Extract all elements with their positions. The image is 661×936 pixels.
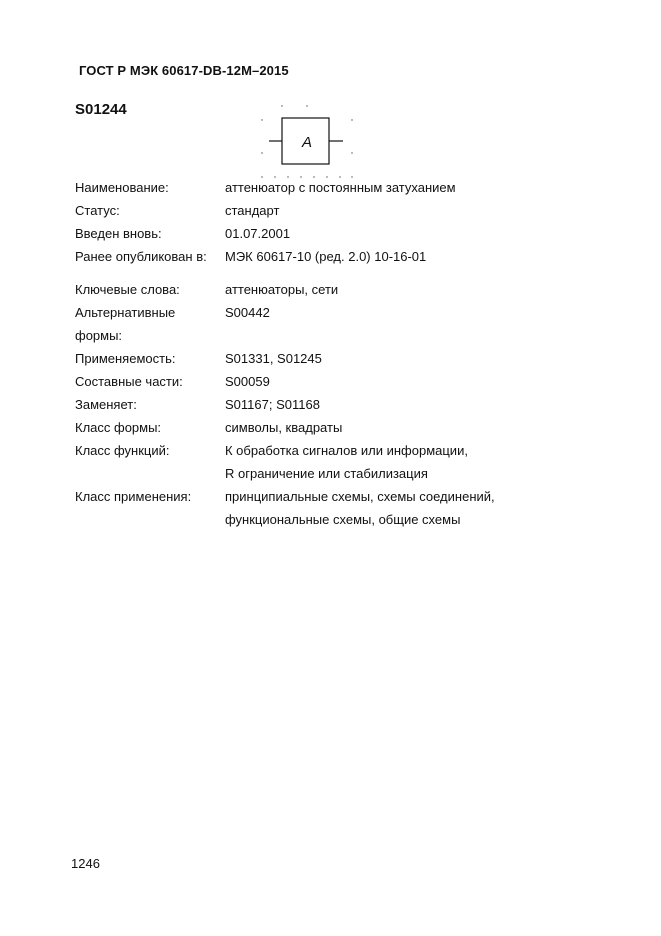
field-parts [75,370,635,393]
field-value: символы, квадраты [225,420,343,435]
field-label: Применяемость: [75,351,176,366]
field-label: Альтернативные [75,305,176,320]
field-label: Составные части: [75,374,183,389]
field-label: Класс формы: [75,420,162,435]
field-value: R ограничение или стабилизация [225,466,428,481]
field-value: функциональные схемы, общие схемы [225,512,461,527]
document-header: ГОСТ Р МЭК 60617-DB-12M–2015 [79,63,289,78]
field-value: МЭК 60617-10 (ред. 2.0) 10-16-01 [225,249,427,264]
field-label: Статус: [75,203,120,218]
field-name [75,176,635,199]
field-applicability [75,347,635,370]
attenuator-symbol [256,104,356,180]
field-alternative-cont [75,324,635,347]
field-value: S01331, S01245 [225,351,322,366]
field-application-class-cont [75,508,635,531]
field-value: аттенюаторы, сети [225,282,339,297]
field-label: Заменяет: [75,397,137,412]
field-keywords [75,278,635,301]
field-value: S00059 [225,374,270,389]
field-introduced [75,222,635,245]
field-shape-class [75,416,635,439]
field-replaces [75,393,635,416]
field-label: Класс функций: [75,443,170,458]
field-label: Ключевые слова: [75,282,180,297]
field-alternative [75,301,635,324]
field-label: Введен вновь: [75,226,162,241]
page-number: 1246 [71,856,100,871]
field-label: Наименование: [75,180,169,195]
field-label: формы: [75,328,123,343]
field-value: 01.07.2001 [225,226,291,241]
field-application-class [75,485,635,508]
symbol-code: S01244 [75,101,127,118]
field-value: аттенюатор с постоянным затуханием [225,180,456,195]
field-value: К обработка сигналов или информации, [225,443,468,458]
field-status [75,199,635,222]
field-function-class-cont [75,462,635,485]
field-value: S00442 [225,305,270,320]
field-label: Ранее опубликован в: [75,249,207,264]
field-function-class [75,439,635,462]
field-published [75,245,635,268]
field-value: S01167; S01168 [225,397,320,412]
field-value: стандарт [225,203,280,218]
field-label: Класс применения: [75,489,192,504]
field-value: принципиальные схемы, схемы соединений, [225,489,495,504]
symbol-letter: A [301,134,313,151]
